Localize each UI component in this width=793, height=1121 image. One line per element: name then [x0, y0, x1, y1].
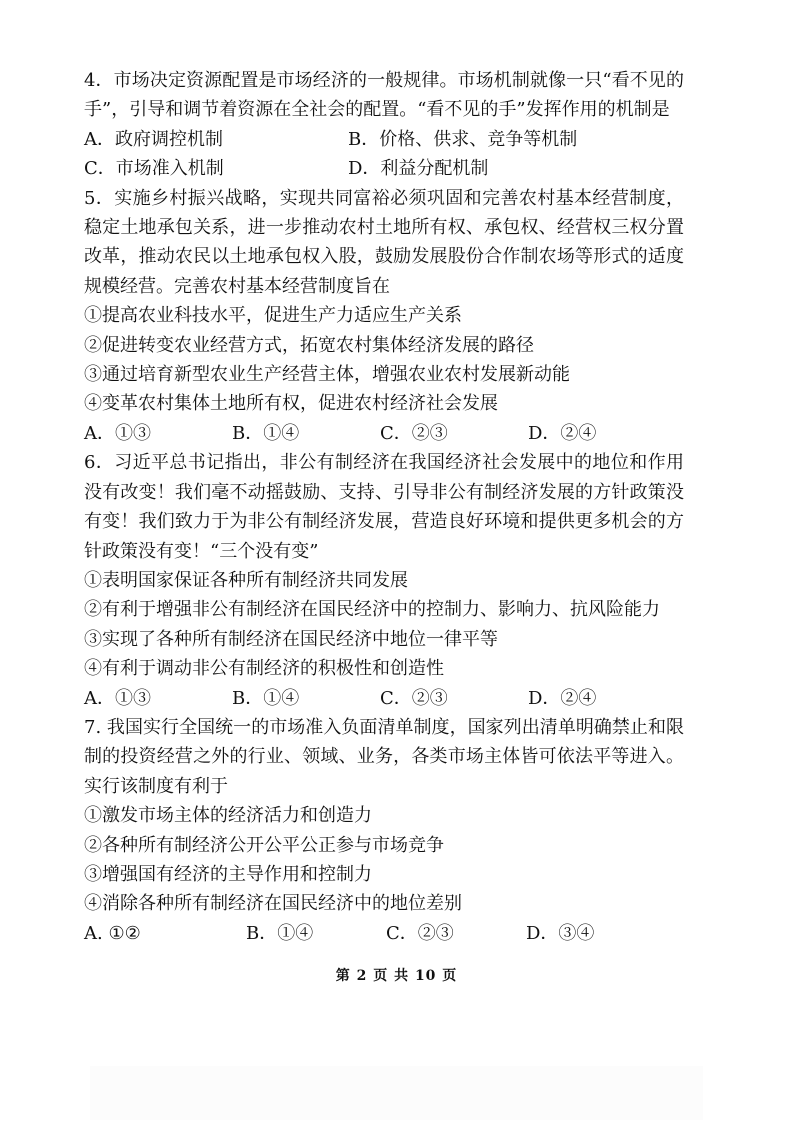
question-4-stem: 4．市场决定资源配置是市场经济的一般规律。市场机制就像一只“看不见的手”，引导和调节着资源在全社会的配置。“看不见的手”发挥作用的机制是	[84, 70, 684, 121]
statement-2: ②各种所有制经济公开公平公正参与市场竞争	[84, 834, 444, 856]
option-a[interactable]: A. ①②	[84, 922, 141, 944]
option-d[interactable]: D．②④	[528, 422, 597, 444]
statement-1: ①表明国家保证各种所有制经济共同发展	[84, 569, 408, 591]
question-7	[84, 713, 684, 948]
option-c[interactable]: C．②③	[380, 422, 448, 444]
statement-3: ③通过培育新型农业生产经营主体，增强农业农村发展新动能	[84, 364, 570, 386]
option-b[interactable]: B．价格、供求、竞争等机制	[348, 128, 578, 150]
question-4	[84, 66, 684, 184]
question-6-stem: 6．习近平总书记指出，非公有制经济在我国经济社会发展中的地位和作用没有改变！我们毫不动摇鼓励、支持、引导非公有制经济发展的方针政策没有变！我们致力于为非公有制经济发展，营造良好环境和提供更多机会的方针政策没有变！“三个没有变”	[84, 452, 684, 562]
option-c[interactable]: C．②③	[380, 687, 448, 709]
option-a[interactable]: A．①③	[84, 687, 151, 709]
question-6	[84, 448, 684, 713]
option-a[interactable]: A．①③	[84, 422, 151, 444]
question-5	[84, 184, 684, 449]
question-7-options	[84, 919, 684, 948]
question-6-options	[84, 684, 684, 713]
question-list	[84, 66, 684, 948]
question-4-options	[84, 125, 684, 184]
question-7-stem: 7. 我国实行全国统一的市场准入负面清单制度，国家列出清单明确禁止和限制的投资经营之外的行业、领域、业务，各类市场主体皆可依法平等进入。实行该制度有利于	[84, 716, 684, 797]
question-5-stem: 5．实施乡村振兴战略，实现共同富裕必须巩固和完善农村基本经营制度，稳定土地承包关系，进一步推动农村土地所有权、承包权、经营权三权分置改革，推动农民以土地承包权入股，鼓励发展股份合作制农场等形式的适度规模经营。完善农村基本经营制度旨在	[84, 187, 684, 297]
statement-4: ④变革农村集体土地所有权，促进农村经济社会发展	[84, 393, 498, 415]
statement-4: ④消除各种所有制经济在国民经济中的地位差别	[84, 893, 462, 915]
option-c[interactable]: C．②③	[386, 922, 454, 944]
question-5-options	[84, 419, 684, 448]
statement-1: ①激发市场主体的经济活力和创造力	[84, 805, 372, 827]
statement-4: ④有利于调动非公有制经济的积极性和创造性	[84, 658, 444, 680]
option-d[interactable]: D．③④	[526, 922, 595, 944]
page-number: 第 2 页 共 10 页	[335, 968, 458, 984]
statement-2: ②有利于增强非公有制经济在国民经济中的控制力、影响力、抗风险能力	[84, 599, 660, 621]
statement-2: ②促进转变农业经营方式，拓宽农村集体经济发展的路径	[84, 334, 534, 356]
statement-3: ③实现了各种所有制经济在国民经济中地位一律平等	[84, 628, 498, 650]
option-c[interactable]: C．市场准入机制	[84, 158, 224, 180]
option-d[interactable]: D．利益分配机制	[348, 158, 489, 180]
option-b[interactable]: B．①④	[232, 422, 300, 444]
option-a[interactable]: A．政府调控机制	[84, 128, 223, 150]
option-b[interactable]: B．①④	[232, 687, 300, 709]
option-b[interactable]: B．①④	[246, 922, 314, 944]
option-d[interactable]: D．②④	[528, 687, 597, 709]
statement-1: ①提高农业科技水平，促进生产力适应生产关系	[84, 305, 462, 327]
statement-3: ③增强国有经济的主导作用和控制力	[84, 863, 372, 885]
scan-margin	[90, 1066, 703, 1120]
